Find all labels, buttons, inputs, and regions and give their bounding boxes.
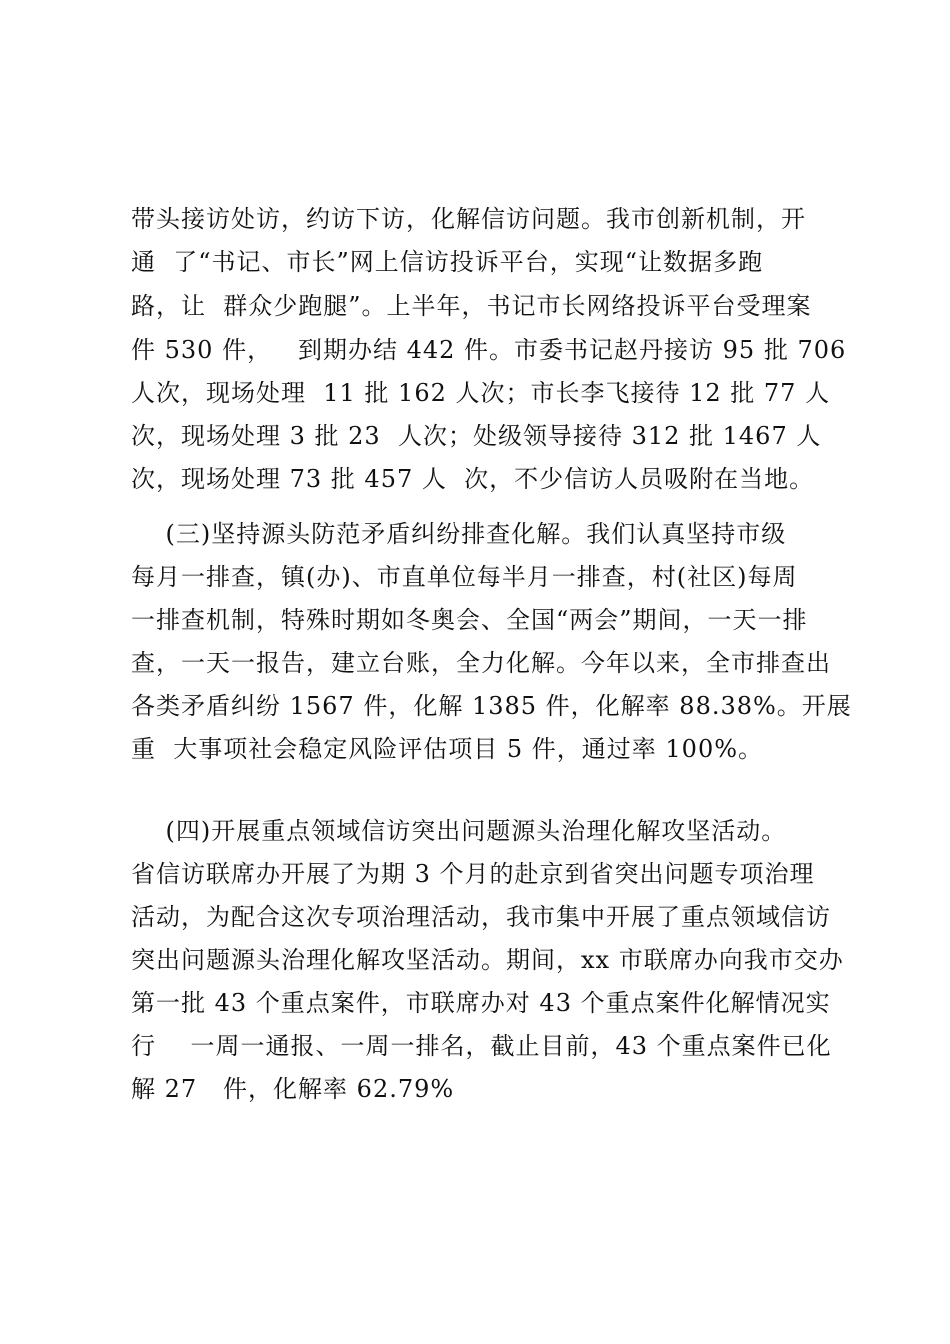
text-line: 各类矛盾纠纷 1567 件，化解 1385 件，化解率 88.38%。开展: [131, 692, 852, 720]
text-line: 突出问题源头治理化解攻坚活动。期间，xx 市联席办向我市交办: [131, 946, 844, 974]
text-line: 带头接访处访，约访下访，化解信访问题。我市创新机制，开: [131, 205, 806, 233]
text-line: 件 530 件， 到期办结 442 件。市委书记赵丹接访 95 批 706: [131, 336, 847, 364]
section-heading-line: (三)坚持源头防范矛盾纠纷排查化解。我们认真坚持市级: [131, 520, 787, 548]
text-line: 通 了“书记、市长”网上信访投诉平台，实现“让数据多跑: [131, 248, 764, 276]
text-line: 每月一排查，镇(办)、市直单位每半月一排查，村(社区)每周: [131, 563, 798, 591]
text-line: 行 一周一通报、一周一排名，截止目前，43 个重点案件已化: [131, 1032, 832, 1060]
text-line: 人次，现场处理 11 批 162 人次；市长李飞接待 12 批 77 人: [131, 379, 831, 407]
text-line: 解 27 件，化解率 62.79%: [131, 1075, 455, 1103]
text-line: 第一批 43 个重点案件，市联席办对 43 个重点案件化解情况实: [131, 989, 831, 1017]
text-line: 一排查机制，特殊时期如冬奥会、全国“两会”期间，一天一排: [131, 606, 808, 634]
text-line: 重 大事项社会稳定风险评估项目 5 件，通过率 100%。: [131, 735, 764, 763]
text-line: 省信访联席办开展了为期 3 个月的赴京到省突出问题专项治理: [131, 860, 815, 888]
section-heading-line: (四)开展重点领域信访突出问题源头治理化解攻坚活动。: [131, 817, 787, 845]
text-line: 活动，为配合这次专项治理活动，我市集中开展了重点领域信访: [131, 903, 831, 931]
text-line: 次，现场处理 3 批 23 人次；处级领导接待 312 批 1467 人: [131, 422, 822, 450]
text-line: 次，现场处理 73 批 457 人 次，不少信访人员吸附在当地。: [131, 465, 815, 493]
text-line: 路，让 群众少跑腿”。上半年，书记市长网络投诉平台受理案: [131, 292, 812, 320]
text-line: 查，一天一报告，建立台账，全力化解。今年以来，全市排查出: [131, 649, 831, 677]
